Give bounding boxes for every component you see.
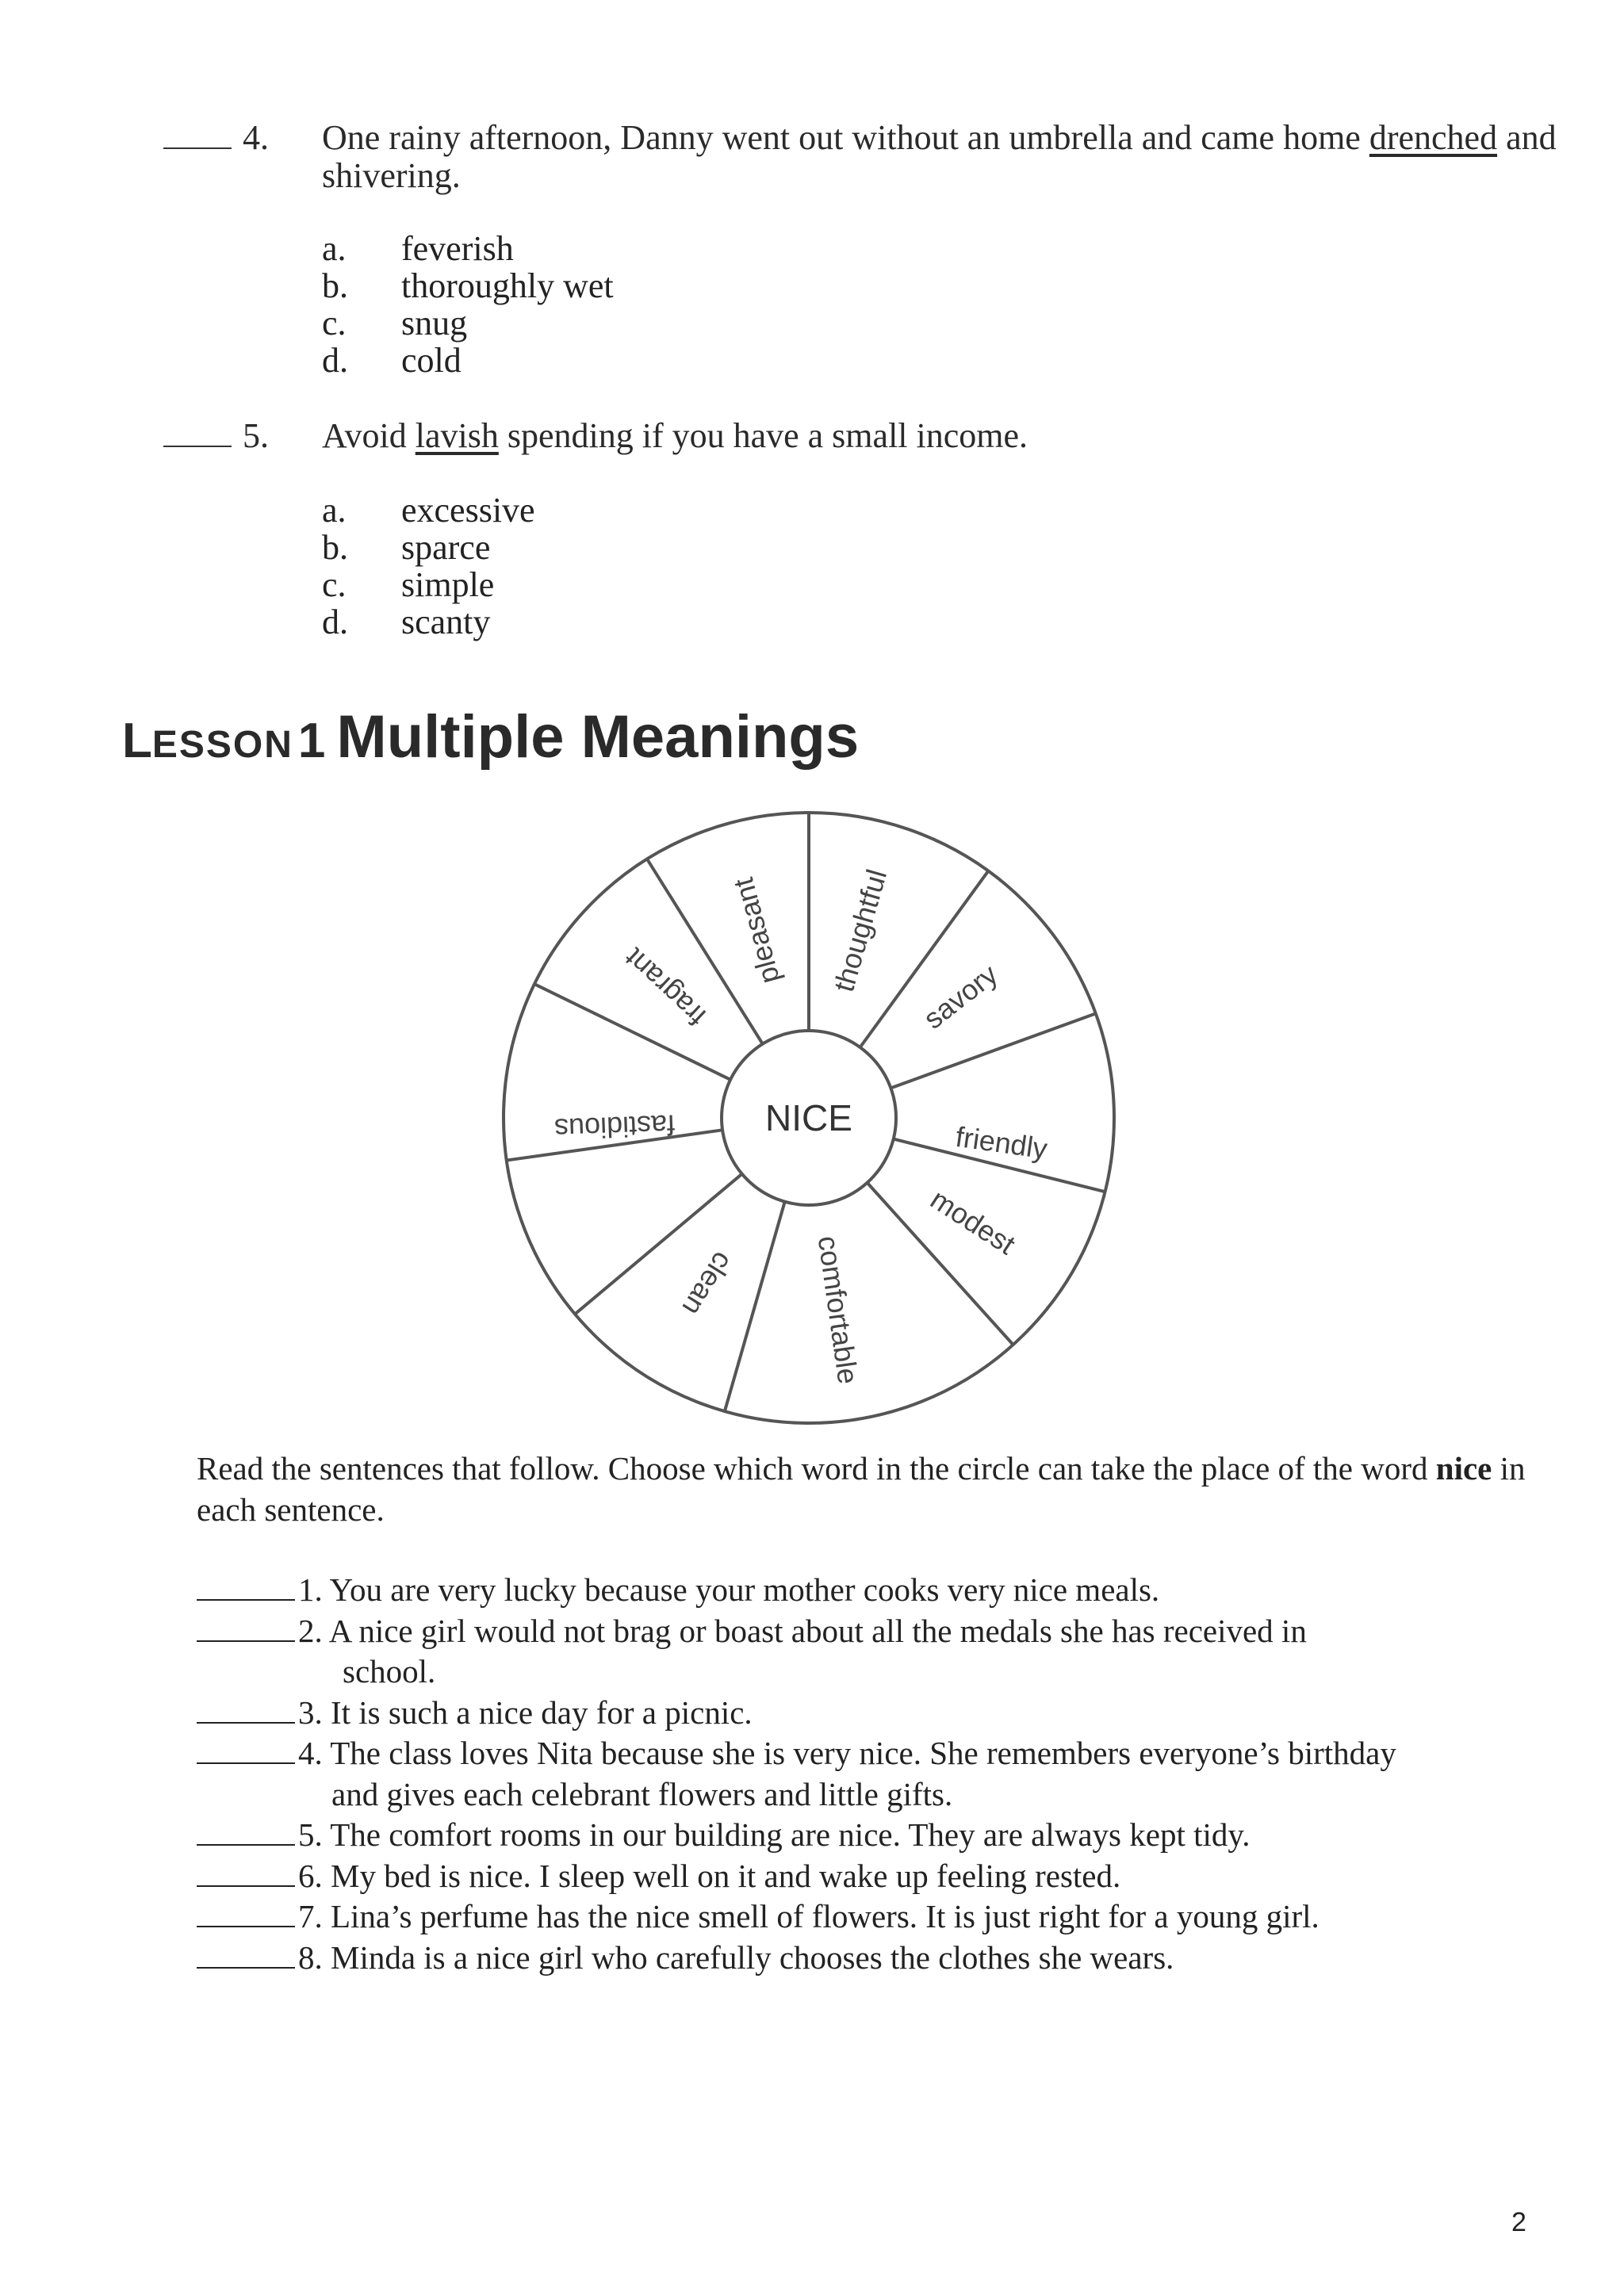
answer-blank[interactable]	[197, 1899, 295, 1927]
answer-blank[interactable]	[163, 124, 232, 149]
answer-blank[interactable]	[163, 422, 232, 447]
instructions-text: in each sentence.	[197, 1450, 1526, 1528]
wheel-word-modest: modest	[925, 1182, 1021, 1261]
question-stem	[322, 417, 1607, 455]
exercise-item	[197, 1896, 1396, 1938]
exercise-item	[197, 1856, 1396, 1897]
option-text: sparce	[401, 528, 491, 567]
lesson-label-initial: L	[122, 714, 152, 768]
wheel-word-thoughtful: thoughtful	[827, 866, 894, 996]
wheel-spoke	[891, 1013, 1095, 1088]
target-word: lavish	[415, 416, 499, 455]
target-word: drenched	[1369, 118, 1498, 157]
answer-blank[interactable]	[197, 1858, 295, 1887]
answer-blank[interactable]	[197, 1817, 295, 1846]
lesson-heading	[122, 702, 859, 771]
exercise-list	[197, 1570, 1396, 1978]
option-text: snug	[401, 304, 468, 342]
wheel-word-fragrant: fragrant	[618, 941, 713, 1033]
exercise-item	[197, 1693, 1396, 1734]
option	[322, 230, 614, 267]
lesson-number: 1	[297, 714, 326, 768]
answer-blank[interactable]	[197, 1940, 295, 1969]
stem-text: Avoid	[322, 416, 416, 455]
exercise-continuation: and gives each celebrant flowers and little gifts.	[331, 1775, 953, 1812]
exercise-item	[197, 1733, 1396, 1774]
exercise-item	[197, 1570, 1396, 1611]
stem-text: One rainy afternoon, Danny went out without an umbrella and came home	[322, 118, 1369, 157]
quiz-options-5	[322, 492, 535, 641]
wheel-word-pleasant: pleasant	[726, 874, 787, 988]
instructions-text: Read the sentences that follow. Choose which word in the circle can take the place of the word	[197, 1450, 1436, 1487]
exercise-continuation: school.	[343, 1653, 436, 1689]
exercise-item	[197, 1938, 1396, 1979]
wheel-word-friendly: friendly	[953, 1119, 1050, 1165]
wheel-word-clean: clean	[676, 1246, 740, 1322]
option-letter: a.	[322, 229, 347, 268]
page-number: 2	[1511, 2207, 1526, 2237]
exercise-text: 7. Lina’s perfume has the nice smell of flowers. It is just right for a young girl.	[298, 1898, 1320, 1934]
wheel-spoke	[725, 1202, 785, 1411]
option-text: simple	[401, 565, 495, 604]
option-text: scanty	[401, 603, 491, 641]
exercise-text: 1. You are very lucky because your mother cooks very nice meals.	[298, 1571, 1160, 1608]
exercise-text: 8. Minda is a nice girl who carefully chooses the clothes she wears.	[298, 1938, 1174, 1976]
instructions	[197, 1448, 1529, 1530]
quiz-options-4	[322, 230, 614, 379]
option-letter: b.	[322, 528, 348, 567]
option	[322, 603, 535, 641]
option-text: feverish	[401, 229, 514, 268]
stem-text: spending if you have a small income.	[498, 416, 1028, 455]
instructions-keyword: nice	[1435, 1450, 1492, 1487]
quiz-question-5	[163, 416, 1028, 455]
answer-blank[interactable]	[197, 1695, 295, 1724]
wheel-word-fastidious: fastidious	[553, 1108, 676, 1146]
word-wheel	[492, 801, 1126, 1435]
option-letter: a.	[322, 491, 347, 530]
option	[322, 267, 614, 304]
lesson-title: Multiple Meanings	[336, 703, 860, 771]
option	[322, 492, 535, 529]
question-number: 5.	[243, 416, 269, 455]
option	[322, 529, 535, 566]
option-letter: d.	[322, 603, 348, 641]
option-text: excessive	[401, 491, 535, 530]
wheel-word-comfortable: comfortable	[811, 1234, 865, 1387]
option	[322, 566, 535, 603]
exercise-text: 3. It is such a nice day for a picnic.	[298, 1693, 753, 1731]
answer-blank[interactable]	[197, 1572, 295, 1601]
exercise-text: 2. A nice girl would not brag or boast about all the medals she has received in	[298, 1612, 1307, 1649]
option-letter: c.	[322, 304, 347, 342]
answer-blank[interactable]	[197, 1735, 295, 1764]
option	[322, 342, 614, 379]
option-text: cold	[401, 341, 462, 380]
option-letter: d.	[322, 341, 348, 380]
option	[322, 304, 614, 342]
exercise-item	[197, 1611, 1396, 1652]
exercise-text: 4. The class loves Nita because she is very nice. She remembers everyone’s birthday	[298, 1735, 1396, 1771]
exercise-text: 6. My bed is nice. I sleep well on it and wake up feeling rested.	[298, 1857, 1121, 1894]
quiz-question-4	[163, 118, 1557, 195]
exercise-text: 5. The comfort rooms in our building are nice. They are always kept tidy.	[298, 1816, 1251, 1853]
lesson-label-rest: ESSON	[151, 724, 293, 766]
option-text: thoroughly wet	[401, 266, 614, 305]
wheel-word-savory: savory	[917, 958, 1004, 1035]
stem-text: and shivering.	[322, 118, 1557, 195]
question-stem	[322, 119, 1607, 195]
answer-blank[interactable]	[197, 1613, 295, 1642]
exercise-item	[197, 1815, 1396, 1856]
option-letter: b.	[322, 266, 348, 305]
question-number: 4.	[243, 118, 269, 157]
option-letter: c.	[322, 565, 347, 604]
wheel-center-word: NICE	[765, 1097, 852, 1138]
